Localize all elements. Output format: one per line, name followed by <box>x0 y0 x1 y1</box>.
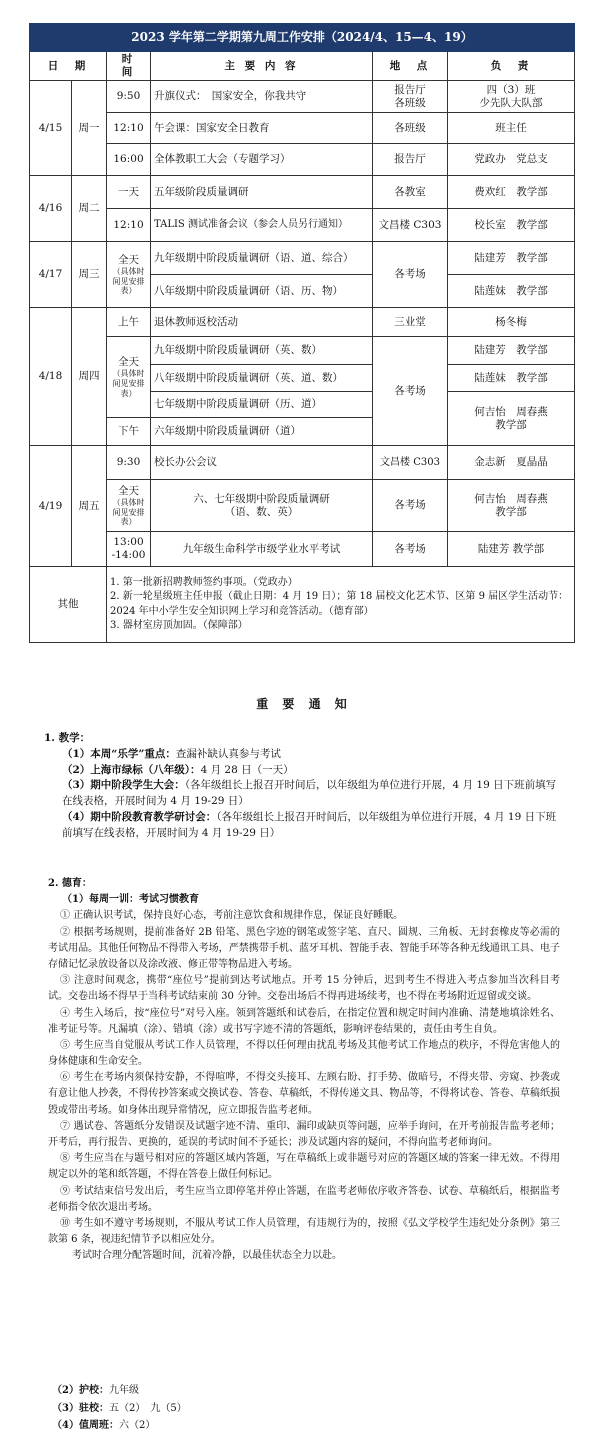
date-mon: 4/15 <box>30 81 72 176</box>
time-main: 全天 <box>118 253 139 266</box>
teaching-heading: 1. 教学： <box>44 732 91 744</box>
weekday-mon: 周一 <box>72 81 107 176</box>
weekday-tue: 周二 <box>72 176 107 242</box>
teaching-item-2 <box>44 763 564 779</box>
weekday-thu: 周四 <box>72 308 107 446</box>
notice-section <box>44 695 564 841</box>
time-main: 全天 <box>118 484 139 497</box>
item-text: （各年级组长上报召开时间后，以年级组为单位进行开展，4 月 19 日下班前填写在线表格，开展时间为 4 月 19-29 日） <box>62 779 557 807</box>
person-cell: 班主任 <box>448 113 575 144</box>
place-cell: 文昌楼 C303 <box>373 446 448 480</box>
header-person: 负 责 <box>448 52 575 81</box>
exam-rule: ② 根据考场规则，提前准备好 2B 铅笔、黑色字迹的钢笔或签字笔、直尺、圆规、三角板、无封套橡皮等必需的考试用品。其他任何物品不得带入考场，严禁携带手机、蓝牙耳机、智能手表、智能手环等各种无线通讯工具、电子存储记忆录放设备以及涂改液、修正带等物品进入考场。 <box>48 926 560 970</box>
person-cell: 陆建芳 教学部 <box>448 532 575 567</box>
content-cell: 全体教职工大会（专题学习） <box>151 144 373 176</box>
teaching-item-3 <box>44 778 564 810</box>
time-cell: 上午 <box>107 308 151 337</box>
person-cell: 何吉怡 周春燕 教学部 <box>448 480 575 532</box>
other-item: 3. 器材室房顶加固。（保障部） <box>110 620 248 632</box>
moral-heading: 2. 德育： <box>48 878 92 889</box>
time-cell: 12:10 <box>107 113 151 144</box>
exam-rule: ⑥ 考生在考场内须保持安静，不得喧哗，不得交头接耳、左顾右盼、打手势、做暗号，不得夹带、旁窥、抄袭或有意让他人抄袭，不得传抄答案或交换试卷、答卷、草稿纸，不得传递文具、物品等，不得将试卷、答卷、草稿纸损毁或带出考场。如身体出现异常情况，应立即报告监考老师。 <box>48 1072 560 1116</box>
other-item: 2. 新一轮星级班主任申报（截止日期：4 月 19 日）；第 18 届校文化艺术节、区第 9 届区学生活动节：2024 年中小学生安全知识网上学习和竞答活动。（德育部） <box>110 591 569 617</box>
duty-stay <box>52 1400 187 1418</box>
content-cell: 七年级期中阶段质量调研（历、道） <box>151 392 373 418</box>
other-label: 其他 <box>30 567 107 643</box>
date-tue: 4/16 <box>30 176 72 242</box>
time-note: （具体时间见安排表） <box>112 497 145 527</box>
item-text: 查漏补缺认真参与考试 <box>175 747 281 760</box>
place-cell: 报告厅 <box>373 144 448 176</box>
place-cell: 各考场 <box>373 480 448 532</box>
place-cell: 报告厅 各班级 <box>373 81 448 113</box>
item-label: （1）本周“乐学”重点： <box>62 747 176 760</box>
notice-title: 重 要 通 知 <box>256 697 352 711</box>
schedule-title: 2023 学年第二学期第九周工作安排（2024/4、15—4、19） <box>30 24 575 52</box>
time-cell: 9:50 <box>107 81 151 113</box>
exam-rule: ⑧ 考生应当在与题号相对应的答题区域内答题，写在草稿纸上或非题号对应的答题区域的答案一律无效。不得用规定以外的笔和纸答题，不得在答卷上做任何标记。 <box>48 1153 560 1181</box>
exam-rule: ⑩ 考生如不遵守考场规则，不服从考试工作人员管理，有违规行为的，按照《弘文学校学生违纪处分条例》第三款第 6 条，视违纪情节予以相应处分。 <box>48 1217 560 1246</box>
item-text: 九年级 <box>108 1385 139 1396</box>
content-cell: 五年级阶段质量调研 <box>151 176 373 209</box>
other-item: 1. 第一批新招聘教师签约事项。（党政办） <box>110 576 298 588</box>
time-cell <box>107 242 151 308</box>
header-place: 地 点 <box>373 52 448 81</box>
moral-subheading: （1）每周一训：考试习惯教育 <box>62 894 199 906</box>
content-cell: 午会课：国家安全日教育 <box>151 113 373 144</box>
weekday-fri: 周五 <box>72 446 107 567</box>
person-cell: 何吉怡 周春燕 教学部 <box>448 392 575 446</box>
item-label: （2）护校： <box>52 1385 109 1396</box>
content-cell: 九年级生命科学市级学业水平考试 <box>151 532 373 567</box>
content-cell: 校长办公会议 <box>151 446 373 480</box>
content-cell: 六、七年级期中阶段质量调研 （语、数、英） <box>151 480 373 532</box>
exam-rule: ⑤ 考生应当自觉服从考试工作人员管理，不得以任何理由扰乱考场及其他考试工作地点的秩序，不得危害他人的身体健康和生命安全。 <box>48 1039 560 1068</box>
person-cell: 陆莲妹 教学部 <box>448 275 575 308</box>
header-time: 时 间 <box>107 52 151 81</box>
item-label: （3）期中阶段学生大会： <box>62 779 185 792</box>
content-cell: 九年级期中阶段质量调研（语、道、综合） <box>151 242 373 275</box>
item-label: （2）上海市绿标（八年级）： <box>62 763 201 776</box>
duty-guard <box>52 1382 187 1400</box>
person-cell: 陆建芳 教学部 <box>448 242 575 275</box>
duty-section <box>52 1382 187 1435</box>
exam-rule: ⑦ 遇试卷、答题纸分发错误及试题字迹不清、重印、漏印或缺页等问题，应举手询问，在开考前报告监考老师；开考后，再行报告、更换的，延误的考试时间不予延长；涉及试题内容的疑问，不得向监考老师询问。 <box>48 1120 560 1148</box>
time-note: （具体时间见安排表） <box>112 266 145 296</box>
item-text: 五（2） 九（5） <box>108 1402 187 1414</box>
person-cell: 党政办 党总支 <box>448 144 575 176</box>
moral-section <box>48 876 560 1265</box>
time-cell <box>107 337 151 418</box>
weekday-wed: 周三 <box>72 242 107 308</box>
other-items <box>107 567 575 643</box>
content-cell: 退休教师返校活动 <box>151 308 373 337</box>
person-cell: 陆莲妹 教学部 <box>448 365 575 392</box>
teaching-item-1 <box>44 747 564 763</box>
weekly-schedule-table <box>29 23 575 643</box>
person-cell: 四（3）班 少先队大队部 <box>448 81 575 113</box>
exam-rule: ⑨ 考试结束信号发出后，考生应当立即停笔并停止答题，在监考老师依序收齐答卷、试卷、草稿纸后，根据监考老师指令依次退出考场。 <box>48 1185 560 1213</box>
item-text: 六（2） <box>118 1420 156 1431</box>
content-cell: 六年级期中阶段质量调研（道） <box>151 418 373 446</box>
place-cell: 文昌楼 C303 <box>373 209 448 242</box>
exam-rule: ③ 注意时间观念，携带“座位号”提前到达考试地点。开考 15 分钟后，迟到考生不得进入考点参加当次科目考试。交卷出场不得早于当科考试结束前 30 分钟。交卷出场后不得再进场续考，也不得在考场附近逗留或交谈。 <box>48 975 560 1003</box>
place-cell: 各班级 <box>373 113 448 144</box>
person-cell: 费欢红 教学部 <box>448 176 575 209</box>
exam-closing-note: 考试时合理分配答题时间，沉着冷静，以最佳状态全力以赴。 <box>72 1250 342 1262</box>
item-text: 4 月 28 日（一天） <box>200 763 294 776</box>
duty-week-class <box>52 1417 187 1435</box>
time-cell <box>107 480 151 532</box>
person-cell: 杨冬梅 <box>448 308 575 337</box>
place-cell: 各教室 <box>373 176 448 209</box>
teaching-item-4 <box>44 810 564 842</box>
content-cell: 升旗仪式： 国家安全，你我共守 <box>151 81 373 113</box>
item-text: （各年级组长上报召开时间后，以年级组为单位进行开展，4 月 19 日下班前填写在线表格，开展时间为 4 月 19-29 日） <box>62 810 557 839</box>
place-cell: 各考场 <box>373 242 448 308</box>
content-cell: 八年级期中阶段质量调研（英、道、数） <box>151 365 373 392</box>
person-cell: 金志新 夏晶晶 <box>448 446 575 480</box>
time-cell: 一天 <box>107 176 151 209</box>
time-main: 全天 <box>118 356 139 369</box>
item-label: （4）值周班： <box>52 1420 119 1431</box>
item-label: （3）驻校： <box>52 1402 109 1414</box>
content-cell: TALIS 测试准备会议（参会人员另行通知） <box>151 209 373 242</box>
time-cell: 9:30 <box>107 446 151 480</box>
place-cell: 三业堂 <box>373 308 448 337</box>
date-fri: 4/19 <box>30 446 72 567</box>
time-cell: 13:00 -14:00 <box>107 532 151 567</box>
place-cell: 各考场 <box>373 532 448 567</box>
header-date: 日 期 <box>30 52 107 81</box>
time-note: （具体时间见安排表） <box>112 369 145 398</box>
date-thu: 4/18 <box>30 308 72 446</box>
time-cell: 16:00 <box>107 144 151 176</box>
content-cell: 八年级期中阶段质量调研（语、历、物） <box>151 275 373 308</box>
place-cell: 各考场 <box>373 337 448 446</box>
exam-rule: ① 正确认识考试，保持良好心态，考前注意饮食和规律作息，保证良好睡眠。 <box>60 910 404 922</box>
content-cell: 九年级期中阶段质量调研（英、数） <box>151 337 373 365</box>
person-cell: 陆建芳 教学部 <box>448 337 575 365</box>
time-cell: 下午 <box>107 418 151 446</box>
person-cell: 校长室 教学部 <box>448 209 575 242</box>
date-wed: 4/17 <box>30 242 72 308</box>
time-cell: 12:10 <box>107 209 151 242</box>
header-content: 主 要 内 容 <box>151 52 373 81</box>
item-label: （4）期中阶段教育教学研讨会： <box>62 810 217 823</box>
exam-rule: ④ 考生入场后，按“座位号”对号入座。领到答题纸和试卷后，在指定位置和规定时间内准确、清楚地填涂姓名、准考证号等。凡漏填（涂）、错填（涂）或书写字迹不清的答题纸，影响评卷结果的，责任由考生自负。 <box>48 1007 560 1035</box>
